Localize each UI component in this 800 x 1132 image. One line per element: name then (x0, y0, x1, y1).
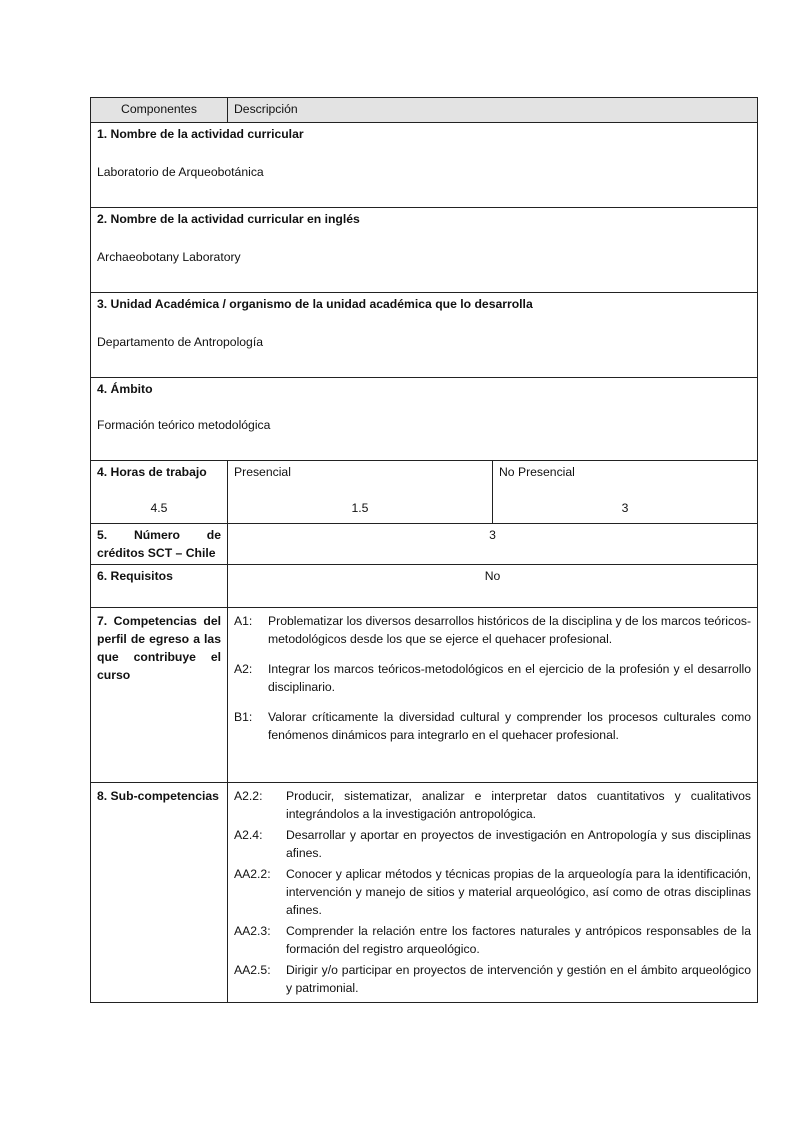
header-componentes: Componentes (91, 98, 228, 123)
competency-code: A1: (234, 614, 253, 628)
requisites-value: No (228, 565, 758, 608)
section-value: Formación teórico metodológica (97, 418, 271, 432)
header-descripcion: Descripción (228, 98, 758, 123)
section-row-academic-unit (91, 293, 758, 378)
no-presencial-label: No Presencial (499, 465, 575, 479)
competency-text: Problematizar los diversos desarrollos históricos de la disciplina y de los marcos teóricos-metodológicos desde los que se ejerce el quehacer profesional. (268, 614, 752, 646)
credits-label: 5. Número de créditos SCT – Chile (91, 524, 228, 565)
section-label: 1. Nombre de la actividad curricular (97, 127, 304, 141)
subcompetency-code: AA2.3: (234, 924, 271, 938)
curricular-activity-table (90, 97, 758, 1003)
competency-text: Integrar los marcos teóricos-metodológicos en el ejercicio de la profesión y el desarrollo disciplinario. (268, 662, 752, 694)
section-value: Archaeobotany Laboratory (97, 250, 241, 264)
credits-row (91, 524, 758, 565)
requisites-label: 6. Requisitos (91, 565, 228, 608)
hours-label: 4. Horas de trabajo (97, 465, 207, 479)
competency-item (234, 660, 751, 696)
subcompetency-text: Comprender la relación entre los factores naturales y antrópicos responsables de la formación del registro arqueológico. (286, 924, 752, 956)
subcompetency-code: A2.4: (234, 828, 263, 842)
competency-item (234, 612, 751, 648)
competencies-label: 7. Competencias del perfil de egreso a las que contribuye el curso (91, 608, 228, 783)
subcompetency-code: AA2.2: (234, 867, 271, 881)
section-label: 3. Unidad Académica / organismo de la unidad académica que lo desarrolla (97, 297, 533, 311)
section-row-scope (91, 378, 758, 461)
section-row-name (91, 123, 758, 208)
subcompetency-text: Desarrollar y aportar en proyectos de investigación en Antropología y sus disciplinas afines. (286, 828, 752, 860)
presencial-label: Presencial (234, 465, 291, 479)
section-value: Departamento de Antropología (97, 335, 264, 349)
hours-total: 4.5 (150, 501, 168, 515)
credits-value: 3 (228, 524, 758, 565)
subcompetency-text: Dirigir y/o participar en proyectos de intervención y gestión en el ámbito arqueológico y patrimonial. (286, 963, 752, 995)
section-row-name-english (91, 208, 758, 293)
subcompetency-item (234, 922, 751, 958)
subcompetency-item (234, 961, 751, 997)
table-header-row (91, 98, 758, 123)
competency-text: Valorar críticamente la diversidad cultural y comprender los procesos culturales como fenómenos dinámicos para integrarlo en el quehacer profesional. (268, 710, 752, 742)
subcompetency-item (234, 865, 751, 919)
competency-item (234, 708, 751, 744)
subcompetency-text: Conocer y aplicar métodos y técnicas propias de la arqueología para la identificación, intervención y manejo de sitios y material arqueológico, así como de otras disciplinas afines. (286, 867, 752, 917)
section-value: Laboratorio de Arqueobotánica (97, 165, 264, 179)
competency-code: B1: (234, 710, 253, 724)
subcompetency-code: A2.2: (234, 789, 263, 803)
subcompetency-code: AA2.5: (234, 963, 271, 977)
subcompetency-item (234, 826, 751, 862)
subcompetency-text: Producir, sistematizar, analizar e interpretar datos cuantitativos y cualitativos integrándolos a la investigación antropológica. (286, 789, 752, 821)
requisites-row (91, 565, 758, 608)
section-label: 2. Nombre de la actividad curricular en inglés (97, 212, 360, 226)
section-label: 4. Ámbito (97, 382, 153, 396)
subcompetency-item (234, 787, 751, 823)
subcompetencies-label: 8. Sub-competencias (91, 783, 228, 1003)
presencial-value: 1.5 (351, 501, 369, 515)
no-presencial-value: 3 (621, 501, 629, 515)
hours-row (91, 461, 758, 524)
competency-code: A2: (234, 662, 253, 676)
subcompetencies-row (91, 783, 758, 1003)
competencies-row (91, 608, 758, 783)
